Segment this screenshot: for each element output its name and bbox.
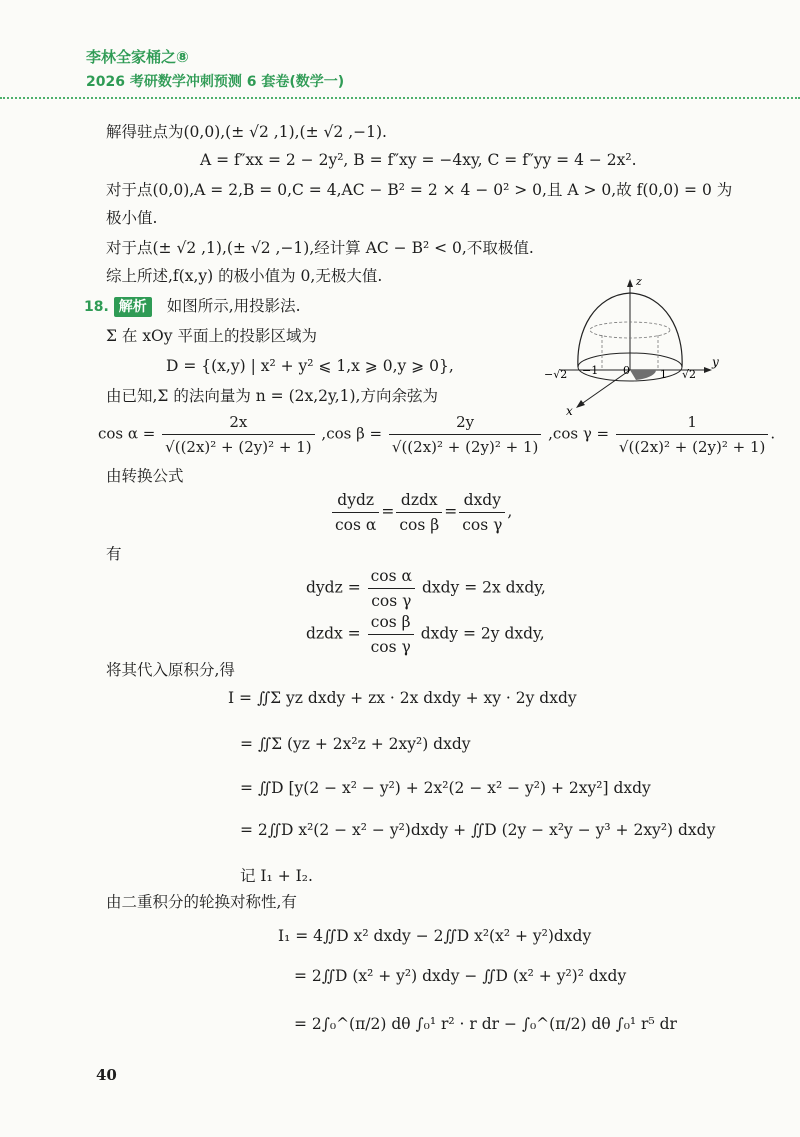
- problem-18-heading: [84, 296, 301, 317]
- cos-gamma-label: ,cos γ =: [548, 424, 610, 443]
- z-label: z: [636, 275, 642, 288]
- substitution-intro: 将其代入原积分,得: [106, 661, 235, 679]
- x-axis-arrow: [576, 400, 585, 408]
- symmetry-intro: 由二重积分的轮换对称性,有: [106, 893, 297, 911]
- integral-step-1: I = ∬Σ yz dxdy + zx · 2x dxdy + xy · 2y dxdy: [228, 689, 577, 707]
- y-axis-arrow: [704, 367, 712, 373]
- integral-step-4: = 2∬D x²(2 − x² − y²)dxdy + ∬D (2y − x²y − y³ + 2xy²) dxdy: [240, 821, 716, 839]
- i1-step-2: = 2∬D (x² + y²) dxdy − ∬D (x² + y²)² dxdy: [294, 967, 627, 985]
- analysis-tag: 解析: [114, 297, 152, 317]
- eq-rhs: dxdy = 2y dxdy,: [420, 624, 545, 643]
- neg-one-label: −1: [582, 364, 599, 377]
- projection-statement: Σ 在 xOy 平面上的投影区域为: [106, 327, 317, 345]
- frac-den: cos γ: [370, 638, 411, 656]
- header-divider: [0, 97, 800, 99]
- cos-alpha-fraction: [162, 412, 314, 457]
- point-origin-analysis: 对于点(0,0),A = 2,B = 0,C = 4,AC − B² = 2 × 4 − 0² > 0,且 A > 0,故 f(0,0) = 0 为: [106, 181, 733, 199]
- frac-den: cos α: [335, 516, 377, 534]
- problem-number: 18.: [84, 299, 109, 315]
- cos-beta-fraction: [389, 412, 541, 457]
- other-points-analysis: 对于点(± √2 ,1),(± √2 ,−1),经计算 AC − B² < 0,不取极值.: [106, 239, 534, 257]
- point-origin-conclusion: 极小值.: [106, 209, 158, 227]
- i1-step-1: I₁ = 4∬D x² dxdy − 2∬D x²(x² + y²)dxdy: [278, 927, 592, 945]
- normal-vector: 由已知,Σ 的法向量为 n = (2x,2y,1),方向余弦为: [106, 387, 438, 405]
- dydz-expression: [306, 566, 546, 611]
- integral-step-3: = ∬D [y(2 − x² − y²) + 2x²(2 − x² − y²) + 2xy²] dxdy: [240, 779, 651, 797]
- i1-step-3: = 2∫₀^(π/2) dθ ∫₀¹ r² · r dr − ∫₀^(π/2) dθ ∫₀¹ r⁵ dr: [294, 1015, 677, 1033]
- frac-den: cos γ: [462, 516, 503, 534]
- book-title: 2026 考研数学冲刺预测 6 套卷(数学一): [86, 74, 345, 90]
- region-d-shading: [630, 370, 656, 380]
- y-label: y: [712, 355, 719, 369]
- cos-beta-label: ,cos β =: [321, 424, 383, 443]
- frac-num: cos β: [368, 612, 414, 635]
- eq-lhs: dzdx =: [306, 624, 361, 643]
- direction-cosines: cos α = $\frac{2x}{\text{√((2x)² + (2y)² + 1)}}$ ,cos β = $\frac{2y}{\text{√((2x)² + (2y)² + 1)}}$ ,cos γ = $\frac{1}{\text{√((2x)² + (2y)² + 1)}}$ .: [98, 413, 776, 456]
- problem-intro: 如图所示,用投影法.: [166, 297, 301, 315]
- frac-den: cos γ: [371, 592, 412, 610]
- frac-num: dydz: [332, 490, 379, 513]
- therefore-label: 有: [106, 545, 122, 563]
- frac-num: 2y: [389, 412, 541, 435]
- conversion-formula-intro: 由转换公式: [106, 467, 184, 485]
- summary: 综上所述,f(x,y) 的极小值为 0,无极大值.: [106, 267, 383, 285]
- cos-alpha-label: cos α =: [98, 424, 156, 443]
- region-definition: D = {(x,y) | x² + y² ⩽ 1,x ⩾ 0,y ⩾ 0},: [166, 357, 454, 375]
- conversion-formula: $\frac{\text{dydz}}{\text{cos α}}$ = $\frac{\text{dzdx}}{\text{cos β}}$ = $\frac{\text{dxdy}}{\text{cos γ}}$ ,: [330, 490, 512, 535]
- frac-den: cos β: [399, 516, 440, 534]
- x-label: x: [566, 404, 573, 418]
- frac-den: √((2x)² + (2y)² + 1): [165, 438, 312, 456]
- origin-label: 0: [623, 364, 630, 377]
- frac-num: cos α: [368, 566, 415, 589]
- eq-rhs: dxdy = 2x dxdy,: [421, 578, 546, 597]
- sqrt2-label: √2: [682, 368, 697, 381]
- neg-sqrt2-label: −√2: [544, 368, 568, 381]
- second-derivatives: A = f″xx = 2 − 2y², B = f″xy = −4xy, C = f″yy = 4 − 2x².: [200, 151, 637, 169]
- frac-num: dxdy: [459, 490, 505, 513]
- frac-den: √((2x)² + (2y)² + 1): [618, 438, 766, 456]
- z-axis-arrow: [627, 279, 633, 287]
- surface-figure: [540, 275, 730, 420]
- frac-num: 1: [616, 412, 768, 435]
- eq-lhs: dydz =: [306, 578, 361, 597]
- page-number: 40: [96, 1066, 117, 1084]
- frac-num: 2x: [162, 412, 314, 435]
- stationary-points: 解得驻点为(0,0),(± √2 ,1),(± √2 ,−1).: [106, 123, 387, 141]
- one-label: 1: [660, 368, 667, 381]
- frac-num: dzdx: [396, 490, 442, 513]
- integral-step-2: = ∬Σ (yz + 2x²z + 2xy²) dxdy: [240, 735, 471, 753]
- series-title: 李林全家桶之⑧: [86, 48, 189, 66]
- integral-step-5: 记 I₁ + I₂.: [240, 867, 313, 885]
- frac-den: √((2x)² + (2y)² + 1): [391, 438, 539, 456]
- dzdx-expression: [306, 612, 545, 657]
